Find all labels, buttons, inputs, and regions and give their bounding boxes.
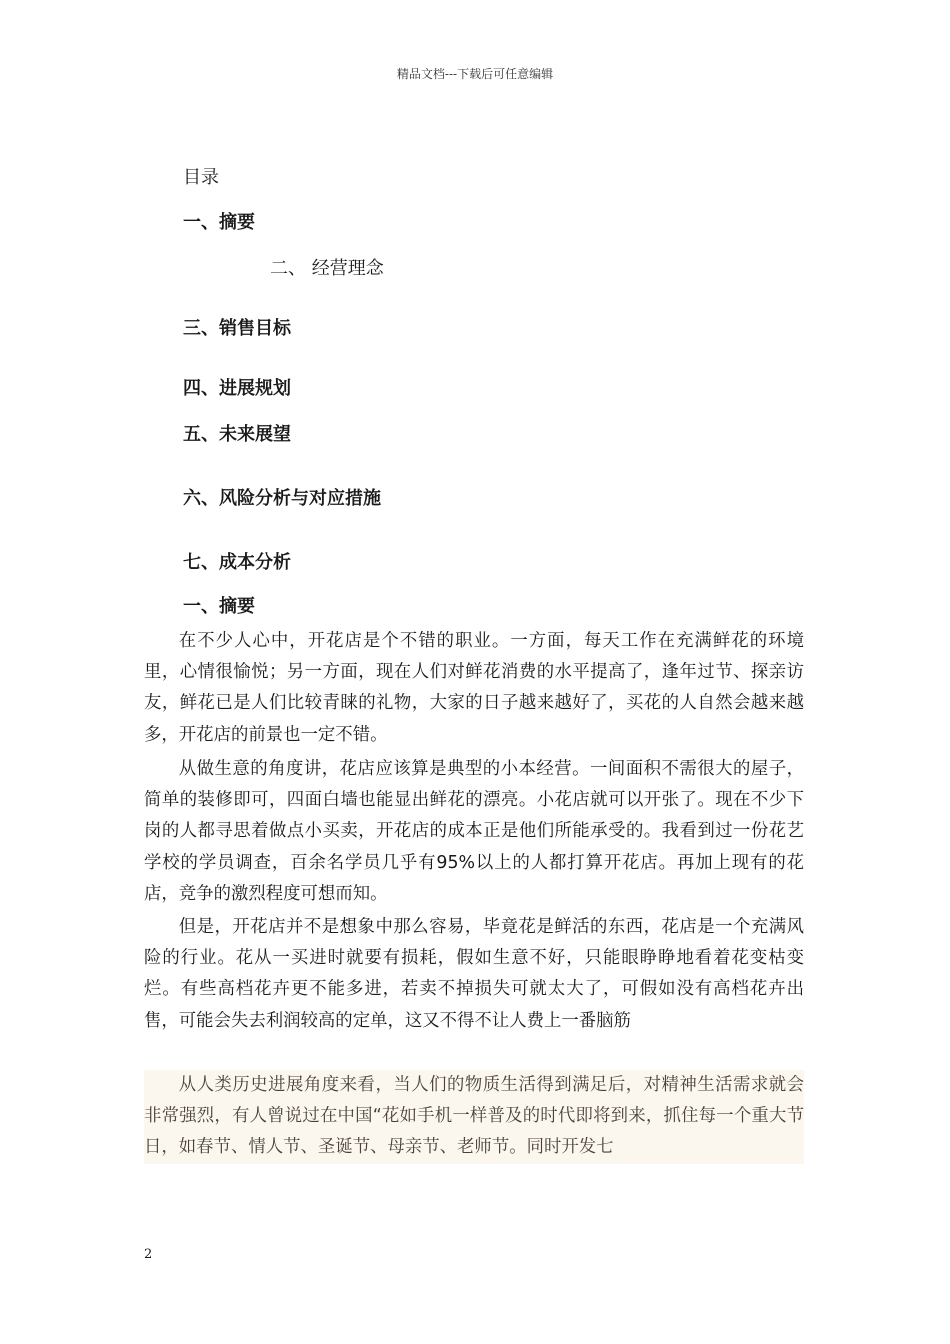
page-header: 精品文档---下载后可任意编辑: [396, 67, 554, 81]
toc-item-risk: 六、风险分析与对应措施: [183, 488, 381, 509]
toc-item-philosophy: 二、 经营理念: [270, 258, 384, 279]
toc-item-plan: 四、进展规划: [183, 378, 291, 399]
paragraph-4-highlighted: 从人类历史进展角度来看，当人们的物质生活得到满足后，对精神生活需求就会非常强烈，有人曾说过在中国“花如手机一样普及的时代即将到来，抓住每一个重大节日，如春节、情人节、圣诞节、母亲节、老师节。同时开发七: [144, 1070, 804, 1164]
toc-item-summary: 一、摘要: [183, 212, 255, 233]
page-number: 2: [144, 1247, 153, 1262]
toc-item-sales-goal: 三、销售目标: [183, 318, 291, 339]
toc-item-outlook: 五、未来展望: [183, 424, 291, 445]
paragraph-3: 但是，开花店并不是想象中那么容易，毕竟花是鲜活的东西，花店是一个充满风险的行业。花从一买进时就要有损耗，假如生意不好，只能眼睁睁地看着花变枯变烂。有些高档花卉更不能多进，若卖不掉损失可就太大了，可假如没有高档花卉出售，可能会失去利润较高的定单，这又不得不让人费上一番脑筋: [144, 917, 804, 1031]
toc-item-cost: 七、成本分析: [183, 552, 291, 573]
section-heading: 一、摘要: [183, 596, 255, 617]
paragraph-1: 在不少人心中，开花店是个不错的职业。一方面，每天工作在充满鲜花的环境里，心情很愉悦；另一方面，现在人们对鲜花消费的水平提高了，逢年过节、探亲访友，鲜花已是人们比较青睐的礼物，大家的日子越来越好了，买花的人自然会越来越多，开花店的前景也一定不错。: [144, 631, 804, 745]
toc-title: 目录: [183, 167, 219, 188]
paragraph-2: 从做生意的角度讲，花店应该算是典型的小本经营。一间面积不需很大的屋子，简单的装修即可，四面白墙也能显出鲜花的漂亮。小花店就可以开张了。现在不少下岗的人都寻思着做点小买卖，开花店的成本正是他们所能承受的。我看到过一份花艺学校的学员调查，百余名学员几乎有95%以上的人都打算开花店。再加上现有的花店，竞争的激烈程度可想而知。: [144, 759, 804, 904]
